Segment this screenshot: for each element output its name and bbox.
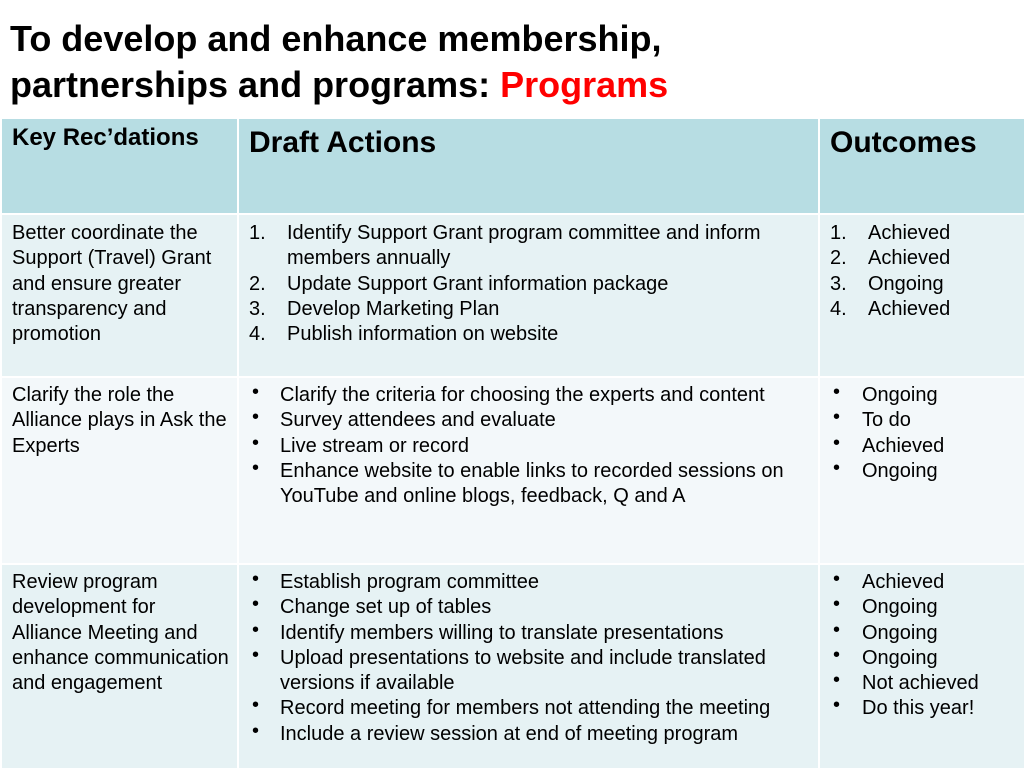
list-item-text: Survey attendees and evaluate <box>280 409 556 432</box>
bullet-icon: • <box>833 456 841 479</box>
recommendation-cell: Review program development for Alliance Meeting and enhance communication and engagement <box>1 564 238 768</box>
list-number: 2. <box>249 272 266 295</box>
list-item-text: Ongoing <box>862 596 938 619</box>
list-item-text: Achieved <box>868 247 951 270</box>
list-item-text: Not achieved <box>862 672 979 695</box>
bullet-icon: • <box>252 593 260 616</box>
list-item-text: Ongoing <box>862 459 938 482</box>
list-item <box>830 696 1016 721</box>
list-item-text: Update Support Grant information package <box>287 272 669 295</box>
bullet-icon: • <box>252 381 260 403</box>
bullet-icon: • <box>252 406 260 429</box>
list-item-text: Achieved <box>868 222 951 244</box>
list-number: 4. <box>249 323 266 346</box>
list-number: 3. <box>249 297 266 320</box>
bullet-icon: • <box>833 568 841 590</box>
title-accent: Programs <box>500 64 669 105</box>
actions-cell <box>238 564 819 768</box>
list-item <box>830 272 1016 297</box>
bullet-icon: • <box>833 694 841 717</box>
list-item-text: Develop Marketing Plan <box>287 297 500 320</box>
list-item-text: Live stream or record <box>280 434 469 457</box>
list-item <box>830 456 1016 484</box>
list-item-text: Publish information on website <box>287 323 559 346</box>
list-item-text: Enhance website to enable links to recorded sessions on YouTube and online blogs, feedback, Q and A <box>280 459 784 508</box>
title-line-1: To develop and enhance membership, <box>10 18 662 59</box>
list-item <box>249 272 810 297</box>
table-row <box>1 564 1024 768</box>
list-item <box>830 671 1016 696</box>
list-item-text: Ongoing <box>862 646 938 669</box>
list-item <box>249 322 810 347</box>
list-item <box>830 246 1016 271</box>
list-item-text: Identify members willing to translate presentations <box>280 621 724 644</box>
list-item-text: Include a review session at end of meeting program <box>280 722 739 745</box>
list-number: 2. <box>830 247 847 270</box>
actions-cell <box>238 214 819 377</box>
bullet-icon: • <box>252 618 260 641</box>
bullet-icon: • <box>833 643 841 666</box>
list-item-text: Achieved <box>868 297 951 320</box>
outcomes-cell <box>819 214 1024 377</box>
list-item <box>830 221 1016 246</box>
list-item-text: Ongoing <box>868 272 944 295</box>
list-item <box>830 595 1016 620</box>
bullet-icon: • <box>252 643 260 666</box>
list-item <box>249 221 810 272</box>
list-item-text: Do this year! <box>862 697 975 720</box>
list-item <box>249 297 810 322</box>
recommendation-cell: Better coordinate the Support (Travel) Grant and ensure greater transparency and promotion <box>1 214 238 377</box>
list-item <box>830 383 1016 408</box>
table-row <box>1 377 1024 564</box>
list-item <box>830 570 1016 595</box>
list-item <box>249 431 810 459</box>
list-item <box>249 408 810 433</box>
list-item <box>249 719 810 747</box>
header-draft-actions: Draft Actions <box>238 118 819 214</box>
title-line-2 <box>10 62 1010 108</box>
bullet-icon: • <box>833 669 841 692</box>
list-item <box>249 643 810 697</box>
list-item <box>249 696 810 721</box>
list-item-text: Achieved <box>862 571 945 593</box>
bullet-icon: • <box>252 431 260 454</box>
list-item-text: Clarify the criteria for choosing the experts and content <box>280 384 765 406</box>
list-item <box>830 431 1016 459</box>
list-item <box>249 456 810 510</box>
list-number: 1. <box>830 222 847 244</box>
outcomes-cell <box>819 564 1024 768</box>
bullet-icon: • <box>833 406 841 429</box>
list-item <box>249 570 810 595</box>
table-row <box>1 214 1024 377</box>
header-key-recommendations: Key Rec’dations <box>1 118 238 214</box>
table-header-row <box>1 118 1024 214</box>
header-outcomes: Outcomes <box>819 118 1024 214</box>
list-item-text: Ongoing <box>862 621 938 644</box>
bullet-icon: • <box>833 618 841 641</box>
list-item-text: Identify Support Grant program committee and inform members annually <box>287 222 761 270</box>
bullet-icon: • <box>252 694 260 717</box>
list-item <box>830 618 1016 646</box>
actions-cell <box>238 377 819 564</box>
list-number: 1. <box>249 222 266 244</box>
bullet-icon: • <box>252 719 260 742</box>
list-item-text: Establish program committee <box>280 571 539 593</box>
list-item <box>830 408 1016 433</box>
title-line-2-text: partnerships and programs: <box>10 64 501 105</box>
list-item-text: Achieved <box>862 434 945 457</box>
list-item <box>249 618 810 646</box>
list-item-text: Upload presentations to website and include translated versions if available <box>280 646 766 695</box>
bullet-icon: • <box>833 431 841 454</box>
list-item-text: Change set up of tables <box>280 596 492 619</box>
bullet-icon: • <box>833 381 841 403</box>
list-number: 3. <box>830 272 847 295</box>
outcomes-cell <box>819 377 1024 564</box>
list-item <box>830 297 1016 322</box>
slide-title <box>10 16 1010 108</box>
list-item <box>249 383 810 408</box>
bullet-icon: • <box>252 456 260 479</box>
list-item-text: Record meeting for members not attending the meeting <box>280 697 771 720</box>
list-number: 4. <box>830 297 847 320</box>
recommendation-cell: Clarify the role the Alliance plays in Ask the Experts <box>1 377 238 564</box>
programs-table <box>0 117 1024 768</box>
bullet-icon: • <box>833 593 841 616</box>
list-item <box>249 595 810 620</box>
list-item <box>830 643 1016 671</box>
bullet-icon: • <box>252 568 260 590</box>
list-item-text: To do <box>862 409 911 432</box>
list-item-text: Ongoing <box>862 384 938 406</box>
